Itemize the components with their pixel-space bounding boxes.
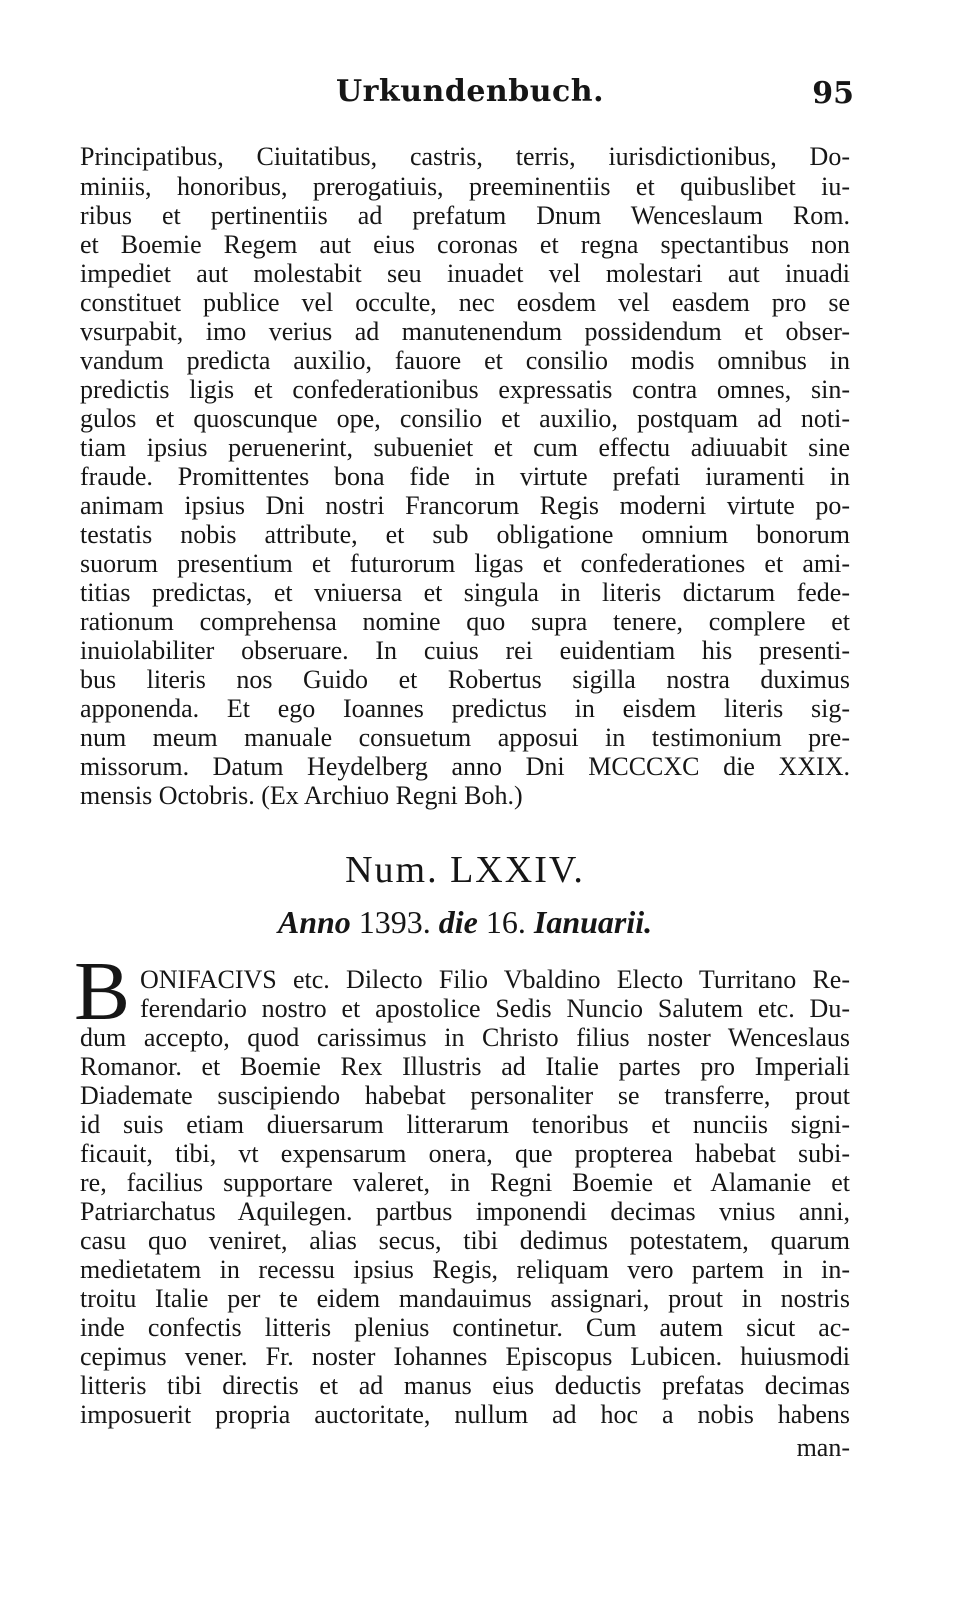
text-line: litteris tibi directis et ad manus eius deductis prefatas decimas	[80, 1371, 850, 1400]
catchword: man-	[796, 1433, 850, 1462]
date-month: Ianuarii.	[533, 904, 653, 940]
text-line: tiam ipsius peruenerint, subueniet et cum effectu adiuuabit sine	[80, 433, 850, 462]
text-line: ferendario nostro et apostolice Sedis Nuncio Salutem etc. Du-	[140, 994, 850, 1023]
text-line: id suis etiam diuersarum litterarum tenoribus et nunciis signi-	[80, 1110, 850, 1139]
date-day: 16.	[485, 904, 526, 940]
text-line: miniis, honoribus, prerogatiuis, preeminentiis et quibuslibet iu-	[80, 172, 850, 201]
date-anno: Anno	[277, 904, 351, 940]
text-line: dum accepto, quod carissimus in Christo filius noster Wenceslaus	[80, 1023, 850, 1052]
text-line: Romanor. et Boemie Rex Illustris ad Italie partes pro Imperiali	[80, 1052, 850, 1081]
text-line: troitu Italie per te eidem mandauimus assignari, prout in nostris	[80, 1284, 850, 1313]
text-line: inuiolabiliter obseruare. In cuius rei euidentiam his presenti-	[80, 636, 850, 665]
text-line: impediet aut molestabit seu inuadet vel molestari aut inuadi	[80, 259, 850, 288]
text-line: medietatem in recessu ipsius Regis, reliquam vero partem in in-	[80, 1255, 850, 1284]
running-header	[80, 70, 860, 120]
text-line: re, facilius supportare valeret, in Regni Boemie et Alamanie et	[80, 1168, 850, 1197]
text-line: bus literis nos Guido et Robertus sigilla nostra duximus	[80, 665, 850, 694]
text-line: titias predictas, et vniuersa et singula in literis dictarum fede-	[80, 578, 850, 607]
text-line: vandum predicta auxilio, fauore et consilio modis omnibus in	[80, 346, 850, 375]
text-line: constituet publice vel occulte, nec eosdem vel easdem pro se	[80, 288, 850, 317]
text-line: vsurpabit, imo verius ad manutenendum possidendum et obser-	[80, 317, 850, 346]
date-die: die	[438, 904, 478, 940]
text-line: missorum. Datum Heydelberg anno Dni MCCCXC die XXIX.	[80, 752, 850, 781]
text-line: Patriarchatus Aquilegen. partbus imponendi decimas vnius anni,	[80, 1197, 850, 1226]
text-line: ONIFACIVS etc. Dilecto Filio Vbaldino Electo Turritano Re-	[140, 965, 850, 994]
text-line: inde confectis litteris plenius continetur. Cum autem sicut ac-	[80, 1313, 850, 1342]
text-line: predictis ligis et confederationibus expressatis contra omnes, sin-	[80, 375, 850, 404]
text-line: suorum presentium et futurorum ligas et confederationes et ami-	[80, 549, 850, 578]
page-number: 95	[812, 76, 854, 111]
text-line: ribus et pertinentiis ad prefatum Dnum Wenceslaum Rom.	[80, 201, 850, 230]
text-line: fraude. Promittentes bona fide in virtute prefati iuramenti in	[80, 462, 850, 491]
date-year: 1393.	[358, 904, 431, 940]
text-line: testatis nobis attribute, et sub obligatione omnium bonorum	[80, 520, 850, 549]
text-line: num meum manuale consuetum apposui in testimonium pre-	[80, 723, 850, 752]
date-heading	[80, 904, 850, 948]
text-line: et Boemie Regem aut eius coronas et regna spectantibus non	[80, 230, 850, 259]
text-line: animam ipsius Dni nostri Francorum Regis moderni virtute po-	[80, 491, 850, 520]
text-line: Principatibus, Ciuitatibus, castris, terris, iurisdictionibus, Do-	[80, 142, 850, 171]
text-line: imposuerit propria auctoritate, nullum ad hoc a nobis habens	[80, 1400, 850, 1429]
text-line: apponenda. Et ego Ioannes predictus in eisdem literis sig-	[80, 694, 850, 723]
document-number-heading: Num. LXXIV.	[345, 849, 585, 891]
text-line: cepimus vener. Fr. noster Iohannes Episcopus Lubicen. huiusmodi	[80, 1342, 850, 1371]
running-title: Urkundenbuch.	[335, 74, 605, 109]
text-line: rationum comprehensa nomine quo supra tenere, complere et	[80, 607, 850, 636]
text-line: gulos et quoscunque ope, consilio et auxilio, postquam ad noti-	[80, 404, 850, 433]
text-line: mensis Octobris. (Ex Archiuo Regni Boh.)	[80, 781, 523, 810]
text-line: Diademate suscipiendo habebat personaliter se transferre, prout	[80, 1081, 850, 1110]
drop-cap: B	[74, 945, 131, 1038]
text-line: ficauit, tibi, vt expensarum onera, que propterea habebat subi-	[80, 1139, 850, 1168]
text-line: casu quo veniret, alias secus, tibi dedimus potestatem, quarum	[80, 1226, 850, 1255]
